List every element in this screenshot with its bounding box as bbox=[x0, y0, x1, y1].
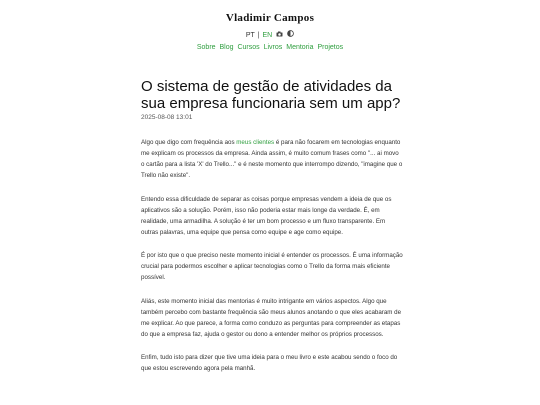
paragraph-3: É por isto que o que preciso neste momento inicial é entender os processos. É uma informação crucial para podermos escolher e aplicar tecnologias como o Trello da forma mais eficiente possível. bbox=[141, 252, 403, 281]
language-bar bbox=[0, 30, 540, 39]
nav-projetos[interactable]: Projetos bbox=[317, 44, 344, 51]
paragraph-1-after: é para não focarem em tecnologias enquanto me explicam os processos da empresa. Ainda assim, é muito comum frases como "... ai movo o cartão para a lista 'X' do Trello..." e é neste momento que interrompo dizendo, "imagine que o Trello não existe". bbox=[141, 139, 403, 179]
camera-icon[interactable] bbox=[276, 31, 283, 39]
contrast-icon[interactable] bbox=[287, 30, 294, 39]
paragraph-4: Aliás, este momento inicial das mentorias é muito intrigante em vários aspectos. Algo que também percebo com bastante frequência são meus alunos anotando o que eles acabaram de me explicar. Ao que parece, a forma como conduzo as perguntas para compreender as etapas do que a empresa faz, ajuda o gestor ou dono a entender melhor os próprios processos. bbox=[141, 297, 402, 338]
paragraph-1-before: Algo que digo com frequência aos bbox=[141, 139, 237, 146]
paragraph-2: Entendo essa dificuldade de separar as coisas porque empresas vendem a ideia de que os aplicativos são a solução. Porém, isso não poderia estar mais longe da verdade. É, em realidade, uma armadilha. A solução é ter um bom processo e um fluxo transparente. Em outras palavras, uma equipe que pensa como equipe e age como equipe. bbox=[141, 195, 392, 236]
nav-cursos[interactable]: Cursos bbox=[237, 44, 260, 51]
article-date: 2025-08-08 13:01 bbox=[141, 114, 193, 121]
nav-blog[interactable]: Blog bbox=[219, 44, 234, 51]
paragraph-1 bbox=[141, 137, 403, 181]
article-body bbox=[141, 137, 403, 387]
nav-mentoria[interactable]: Mentoria bbox=[286, 44, 314, 51]
lang-separator: | bbox=[257, 32, 260, 39]
nav-sobre[interactable]: Sobre bbox=[196, 44, 216, 51]
article-title: O sistema de gestão de atividades da sua empresa funcionaria sem um app? bbox=[141, 78, 401, 112]
main-nav bbox=[0, 44, 540, 51]
lang-pt-link[interactable]: PT bbox=[245, 32, 255, 39]
site-title[interactable]: Vladimir Campos bbox=[225, 12, 315, 24]
lang-en-link[interactable]: EN bbox=[262, 32, 273, 39]
paragraph-5: Enfim, tudo isto para dizer que tive uma ideia para o meu livro e este acabou sendo o foco do que estou escrevendo agora pela manhã. bbox=[141, 354, 398, 372]
nav-livros[interactable]: Livros bbox=[263, 44, 283, 51]
article-header bbox=[141, 78, 403, 121]
meus-clientes-link[interactable]: meus clientes bbox=[236, 139, 275, 146]
